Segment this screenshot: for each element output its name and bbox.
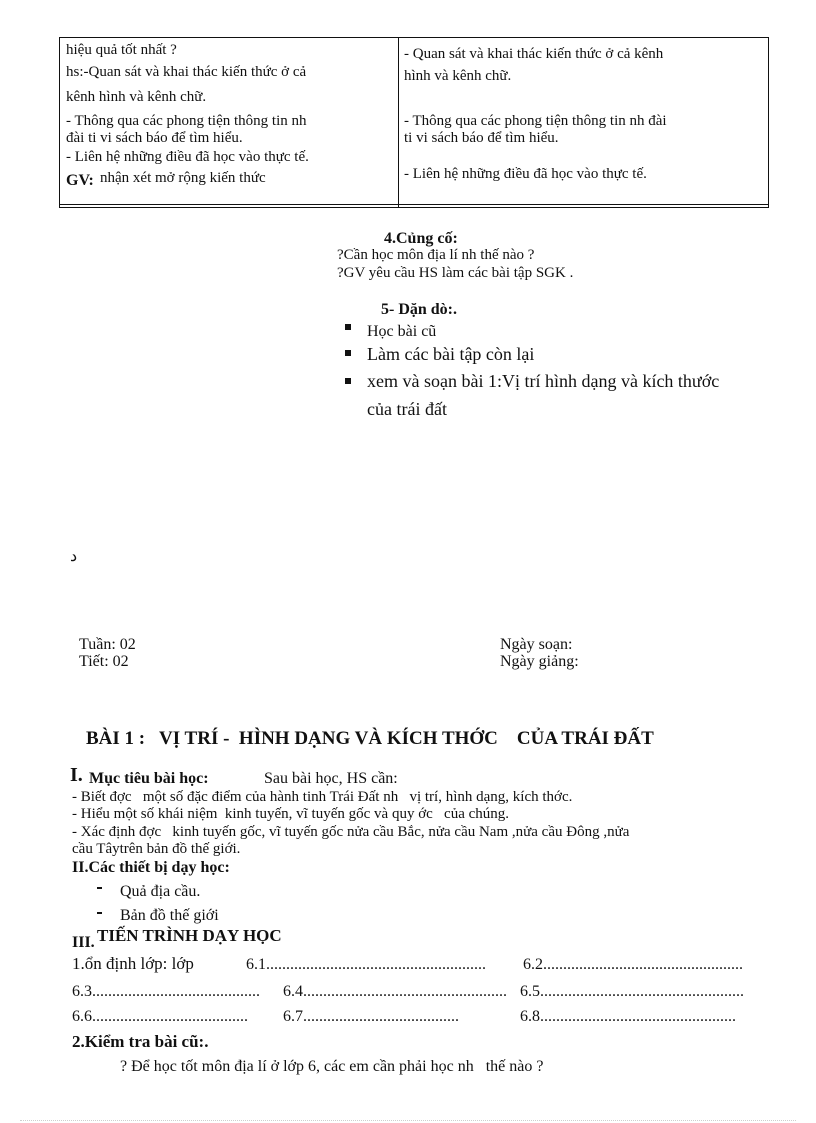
dan-do-item: Làm các bài tập còn lại (367, 344, 535, 364)
table-right-line: - Quan sát và khai thác kiến thức ở cả kênh (404, 46, 664, 62)
table-left-line: hs:-Quan sát và khai thác kiến thức ở cả (66, 64, 307, 80)
class-entry: 6.4................................................... (283, 983, 507, 1000)
kiem-tra-heading: 2.Kiểm tra bài cũ:. (72, 1032, 209, 1051)
cung-co-line: ?GV yêu cầu HS làm các bài tập SGK . (337, 265, 574, 281)
page-bottom-rule (20, 1120, 796, 1121)
dan-do-item: Học bài cũ (367, 323, 437, 340)
table-left-line: nhận xét mở rộng kiến thức (100, 170, 266, 186)
table-left-line: hiệu quả tốt nhất ? (66, 42, 177, 58)
class-entry: 6.1....................................................... (246, 956, 486, 973)
teach-date-label: Ngày giảng: (500, 653, 579, 670)
section1-numeral: I. (70, 764, 83, 786)
objective-line: cầu Tâytrên bản đồ thế giới. (72, 841, 241, 857)
table-column-divider (398, 38, 399, 207)
objective-line: - Hiểu một số khái niệm kinh tuyến, vĩ tuyến gốc và quy ớc của chúng. (72, 806, 510, 822)
week-label: Tuần: 02 (79, 636, 136, 653)
gv-label: GV: (66, 172, 94, 189)
prep-date-label: Ngày soạn: (500, 636, 573, 653)
table-right-line: ti vi sách báo để tìm hiểu. (404, 130, 559, 146)
kiem-tra-question: ? Để học tốt môn địa lí ở lớp 6, các em cần phải học nh thế nào ? (120, 1058, 544, 1075)
bullet-icon (345, 378, 351, 384)
table-left-line: đài ti vi sách báo để tìm hiểu. (66, 130, 243, 146)
period-label: Tiết: 02 (79, 653, 129, 670)
section3-heading: TIẾN TRÌNH DẠY HỌC (97, 926, 282, 945)
class-entry: 6.8................................................. (520, 1008, 736, 1025)
table-bottom-rule (60, 204, 768, 205)
table-right-line: hình và kênh chữ. (404, 68, 512, 84)
on-dinh-label: 1.ổn định lớp: lớp (72, 954, 194, 973)
class-entry: 6.3.......................................... (72, 983, 260, 1000)
section3-numeral: III. (72, 934, 95, 951)
lesson-title: BÀI 1 : VỊ TRÍ - HÌNH DẠNG VÀ KÍCH THỚC CỦA TRÁI ĐẤT (86, 728, 654, 749)
stray-mark: د (70, 548, 78, 565)
objective-line: - Biết đợc một số đặc điểm của hành tinh Trái Đất nh vị trí, hình dạng, kích thớc. (72, 789, 573, 805)
dash-icon (97, 887, 102, 889)
dash-icon (97, 912, 102, 914)
cung-co-line: ?Cần học môn địa lí nh thế nào ? (337, 247, 535, 263)
equipment-item: Quả địa cầu. (120, 883, 201, 900)
class-entry: 6.6....................................... (72, 1008, 248, 1025)
table-left-line: - Thông qua các phong tiện thông tin nh (66, 113, 307, 129)
table-left-line: - Liên hệ những điều đã học vào thực tế. (66, 149, 309, 165)
section1-heading: Mục tiêu bài học: (89, 770, 209, 787)
section2-heading: II.Các thiết bị dạy học: (72, 859, 230, 876)
equipment-item: Bản đồ thế giới (120, 907, 219, 924)
table-left-line: kênh hình và kênh chữ. (66, 89, 207, 105)
section1-intro: Sau bài học, HS cần: (264, 770, 398, 787)
dan-do-item: xem và soạn bài 1:Vị trí hình dạng và kích thước (367, 371, 720, 391)
dan-do-heading: 5- Dặn dò:. (381, 301, 458, 318)
objective-line: - Xác định đợc kinh tuyến gốc, vĩ tuyến gốc nửa cầu Bắc, nửa cầu Nam ,nửa cầu Đông ,nửa (72, 824, 630, 840)
bullet-icon (345, 350, 351, 356)
class-entry: 6.7....................................... (283, 1008, 459, 1025)
dan-do-item: của trái đất (367, 399, 447, 419)
table-right-line: - Liên hệ những điều đã học vào thực tế. (404, 166, 647, 182)
cung-co-heading: 4.Củng cố: (384, 230, 458, 247)
class-entry: 6.2.................................................. (523, 956, 743, 973)
bullet-icon (345, 324, 351, 330)
class-entry: 6.5................................................... (520, 983, 744, 1000)
table-right-line: - Thông qua các phong tiện thông tin nh đài (404, 113, 667, 129)
